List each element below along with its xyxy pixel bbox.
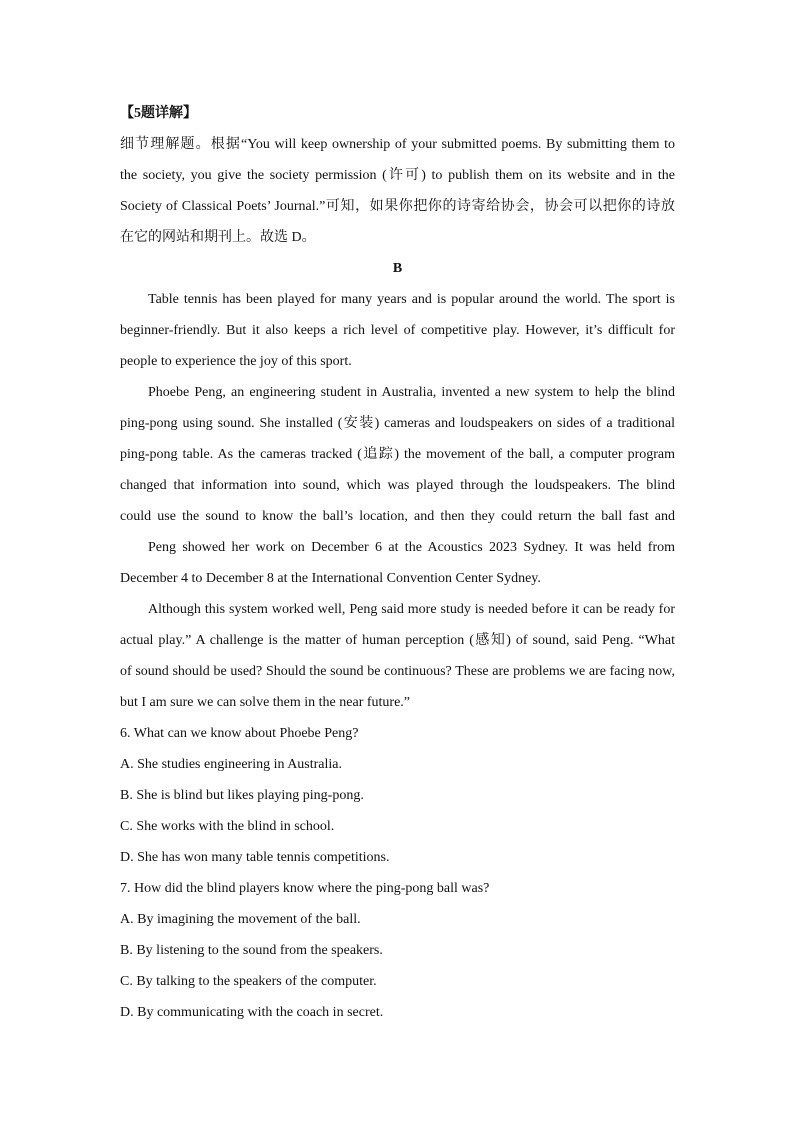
paragraph-line: Phoebe Peng, an engineering student in Australia, invented a new system to help the blind [148,385,675,400]
document-page [120,98,675,1028]
question-option: A. By imagining the movement of the ball. [120,912,361,927]
question-6 [120,718,675,873]
detail-line: 细节理解题。根据“You will keep ownership of your submitted poems. By submitting them to [120,137,675,152]
question-option: B. By listening to the sound from the speakers. [120,943,383,958]
paragraph-line: could use the sound to know the ball’s location, and then they could return the ball fast and [120,509,675,524]
question-option: B. She is blind but likes playing ping-pong. [120,788,364,803]
passage-paragraph-4 [120,594,675,718]
question-stem: 6. What can we know about Phoebe Peng? [120,726,359,741]
detail-line: Society of Classical Poets’ Journal.”可知，如果你把你的诗寄给协会，协会可以把你的诗放 [120,199,675,214]
question-option: C. By talking to the speakers of the computer. [120,974,377,989]
question-option: A. She studies engineering in Australia. [120,757,343,772]
paragraph-line: beginner-friendly. But it also keeps a rich level of competitive play. However, it’s difficult for [120,323,675,338]
paragraph-line: of sound should be used? Should the sound be continuous? These are problems we are facing now, [120,664,675,679]
detail-line: the society, you give the society permission (许可) to publish them on its website and in the [120,168,675,183]
passage-paragraph-3 [120,532,675,594]
paragraph-line: Peng showed her work on December 6 at the Acoustics 2023 Sydney. It was held from [148,540,675,555]
question-option: C. She works with the blind in school. [120,819,335,834]
question-option: D. By communicating with the coach in secret. [120,1005,384,1020]
detail-line: 在它的网站和期刊上。故选 D。 [120,230,316,245]
paragraph-line: people to experience the joy of this sport. [120,354,352,369]
question-7 [120,873,675,1028]
passage-paragraph-1 [120,284,675,377]
paragraph-line: Table tennis has been played for many years and is popular around the world. The sport is [148,292,675,307]
paragraph-line: December 4 to December 8 at the International Convention Center Sydney. [120,571,541,586]
paragraph-line: ping-pong table. As the cameras tracked (追踪) the movement of the ball, a computer program [120,447,675,462]
question-option: D. She has won many table tennis competitions. [120,850,390,865]
passage-label: B [392,261,403,276]
paragraph-line: but I am sure we can solve them in the near future.” [120,695,411,710]
detail-heading: 【5题详解】 [120,106,197,121]
paragraph-line: Although this system worked well, Peng said more study is needed before it can be ready for [148,602,675,617]
passage-paragraph-2 [120,377,675,532]
paragraph-line: changed that information into sound, which was played through the loudspeakers. The blind [120,478,675,493]
question-stem: 7. How did the blind players know where the ping-pong ball was? [120,881,490,896]
paragraph-line: ping-pong using sound. She installed (安装) cameras and loudspeakers on sides of a traditional [120,416,675,431]
paragraph-line: actual play.” A challenge is the matter of human perception (感知) of sound, said Peng. “What [120,633,675,648]
